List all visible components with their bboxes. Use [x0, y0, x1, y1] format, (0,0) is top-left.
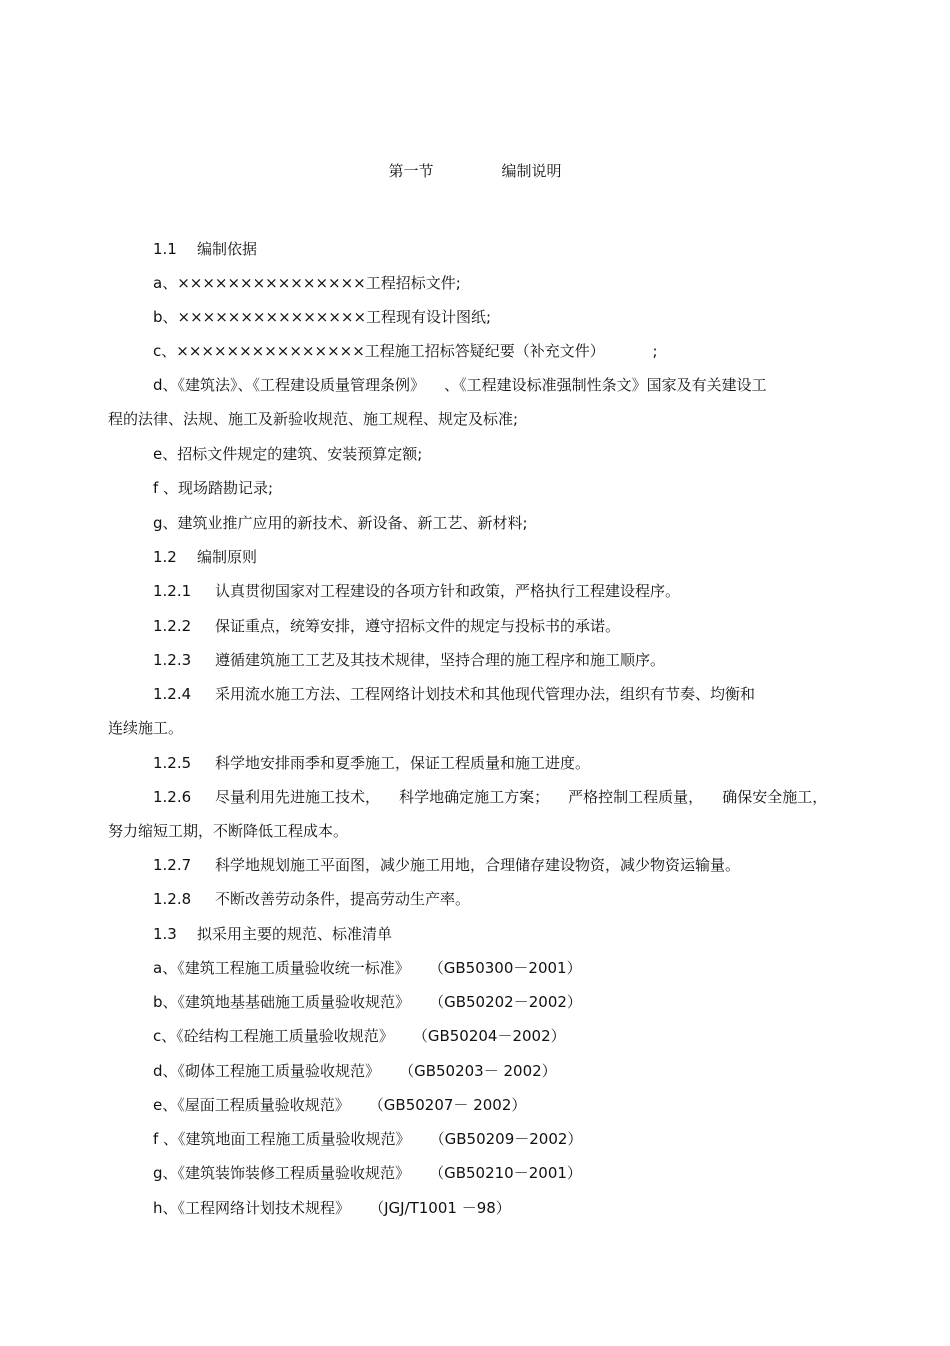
section-name: 编制说明: [501, 162, 562, 180]
principle-1-2-6-cont: 努力缩短工期，不断降低工程成本。: [108, 822, 349, 840]
standard-item-e: e、《屋面工程质量验收规范》 （GB50207－ 2002）: [153, 1096, 527, 1114]
heading-1-3: 1.3 拟采用主要的规范、标准清单: [153, 925, 393, 943]
standard-item-h: h、《工程网络计划技术规程》 （JGJ/T1001 －98）: [153, 1199, 511, 1217]
section-number: 第一节: [388, 162, 434, 180]
standard-item-d: d、《砌体工程施工质量验收规范》 （GB50203－ 2002）: [153, 1062, 557, 1080]
basis-item-f: f 、现场踏勘记录;: [153, 479, 274, 497]
principle-1-2-2: 1.2.2 保证重点，统筹安排，遵守招标文件的规定与投标书的承诺。: [153, 617, 621, 635]
principle-1-2-7: 1.2.7 科学地规划施工平面图，减少施工用地，合理储存建设物资，减少物资运输量。: [153, 856, 741, 874]
basis-item-d-cont: 程的法律、法规、施工及新验收规范、施工规程、规定及标准;: [108, 410, 519, 428]
standard-item-c: c、《砼结构工程施工质量验收规范》 （GB50204－2002）: [153, 1027, 566, 1045]
standard-item-b: b、《建筑地基基础施工质量验收规范》 （GB50202－2002）: [153, 993, 582, 1011]
standard-item-g: g、《建筑装饰装修工程质量验收规范》 （GB50210－2001）: [153, 1164, 582, 1182]
standard-item-f: f 、《建筑地面工程施工质量验收规范》 （GB50209－2002）: [153, 1130, 583, 1148]
principle-1-2-3: 1.2.3 遵循建筑施工工艺及其技术规律，坚持合理的施工程序和施工顺序。: [153, 651, 666, 669]
basis-item-g: g、建筑业推广应用的新技术、新设备、新工艺、新材料;: [153, 514, 528, 532]
standard-item-a: a、《建筑工程施工质量验收统一标准》 （GB50300－2001）: [153, 959, 582, 977]
heading-1-2: 1.2 编制原则: [153, 548, 258, 566]
basis-item-c: c、×××××××××××××××工程施工招标答疑纪要（补充文件） ;: [153, 342, 658, 360]
basis-item-b: b、×××××××××××××××工程现有设计图纸;: [153, 308, 492, 326]
basis-item-a: a、×××××××××××××××工程招标文件;: [153, 274, 461, 292]
section-title: [0, 160, 950, 182]
basis-item-d: d、《建筑法》、《工程建设质量管理条例》 、《工程建设标准强制性条文》国家及有关建设工: [153, 376, 767, 394]
principle-1-2-8: 1.2.8 不断改善劳动条件，提高劳动生产率。: [153, 890, 471, 908]
principle-1-2-6: 1.2.6 尽量利用先进施工技术， 科学地确定施工方案； 严格控制工程质量， 确保安全施工，: [153, 788, 828, 806]
principle-1-2-1: 1.2.1 认真贯彻国家对工程建设的各项方针和政策，严格执行工程建设程序。: [153, 582, 681, 600]
principle-1-2-4: 1.2.4 采用流水施工方法、工程网络计划技术和其他现代管理办法，组织有节奏、均衡和: [153, 685, 756, 703]
principle-1-2-5: 1.2.5 科学地安排雨季和夏季施工，保证工程质量和施工进度。: [153, 754, 591, 772]
heading-1-1: 1.1 编制依据: [153, 240, 258, 258]
principle-1-2-4-cont: 连续施工。: [108, 719, 184, 737]
basis-item-e: e、招标文件规定的建筑、安装预算定额;: [153, 445, 423, 463]
